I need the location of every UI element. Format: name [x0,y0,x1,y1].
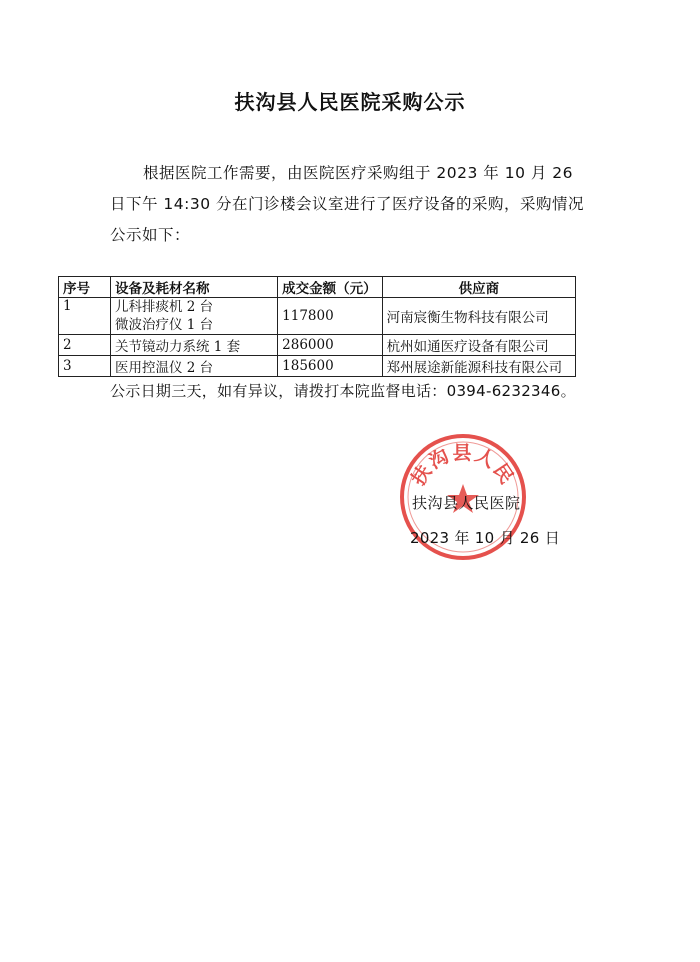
document-title: 扶沟县人民医院采购公示 [234,90,466,114]
header-supplier: 供应商 [382,277,575,298]
header-no: 序号 [59,277,111,298]
row-no: 3 [59,356,111,377]
svg-text:扶沟县人民: 扶沟县人民 [407,442,519,490]
row-items [111,298,278,335]
intro-paragraph: 根据医院工作需要，由医院医疗采购组于 2023 年 10 月 26 日下午 14:30 分在门诊楼会议室进行了医疗设备的采购，采购情况公示如下： [110,164,585,244]
table-header-row [59,277,576,298]
row-item: 微波治疗仪 1 台 [115,317,214,333]
table-row [59,298,576,335]
row-no: 2 [59,335,111,356]
row-amount: 117800 [278,298,383,335]
row-item: 医用控温仪 2 台 [111,356,278,377]
row-supplier: 河南宸衡生物科技有限公司 [382,298,575,335]
header-amount: 成交金额（元） [278,277,383,298]
header-item: 设备及耗材名称 [111,277,278,298]
procurement-table [58,276,576,377]
row-amount: 185600 [278,356,383,377]
notice-text: 公示日期三天，如有异议，请拨打本院监督电话：0394-6232346。 [110,382,576,400]
signature-org: 扶沟县人民医院 [412,494,521,512]
row-amount: 286000 [278,335,383,356]
table-row [59,356,576,377]
table-row [59,335,576,356]
row-supplier: 杭州如通医疗设备有限公司 [382,335,575,356]
row-item: 关节镜动力系统 1 套 [111,335,278,356]
row-item: 儿科排痰机 2 台 [115,299,214,315]
row-no: 1 [59,298,111,335]
signature-date: 2023 年 10 月 26 日 [410,529,560,547]
row-supplier: 郑州展途新能源科技有限公司 [382,356,575,377]
